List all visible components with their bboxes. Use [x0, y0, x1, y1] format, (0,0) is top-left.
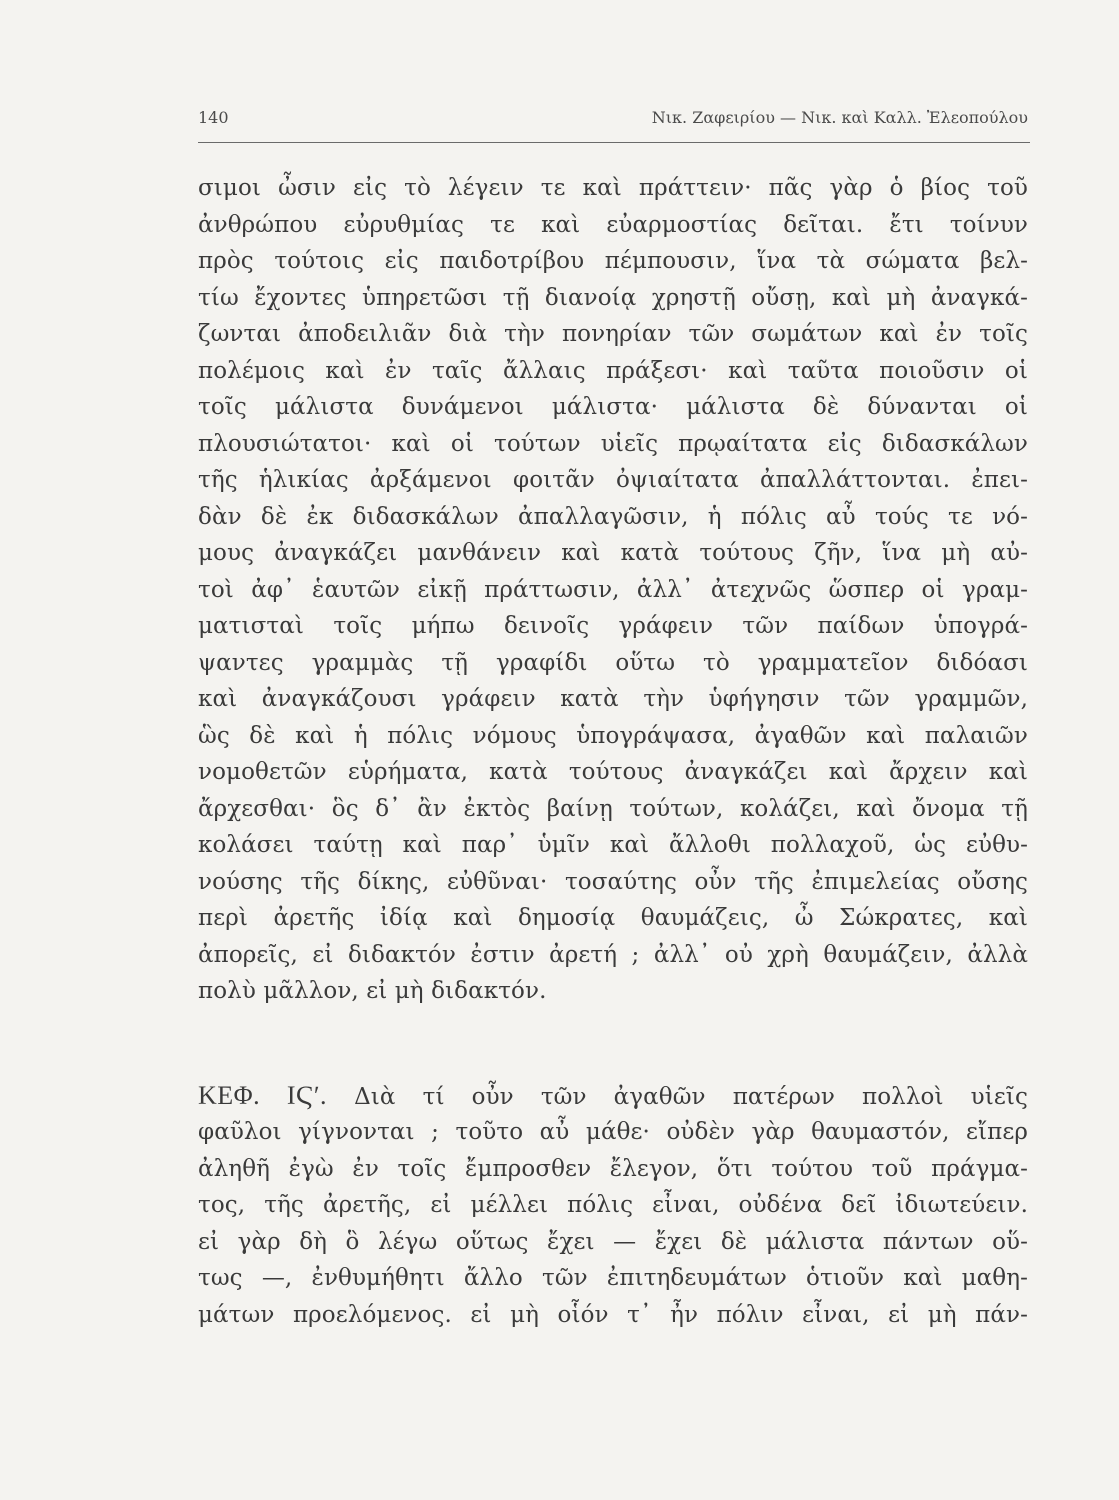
text-line: περὶ ἀρετῆς ἰδίᾳ καὶ δημοσίᾳ θαυμάζεις, ὦ Σώκρατες, καὶ: [198, 905, 1028, 931]
text-line: τως —, ἐνθυμήθητι ἄλλο τῶν ἐπιτηδευμάτων ὁτιοῦν καὶ μαθη-: [198, 1265, 1028, 1291]
text-line: τῆς ἡλικίας ἀρξάμενοι φοιτᾶν ὀψιαίτατα ἀπαλλάττονται. ἐπει-: [198, 467, 1028, 493]
text-line: κολάσει ταύτῃ καὶ παρ᾽ ὑμῖν καὶ ἄλλοθι πολλαχοῦ, ὡς εὐθυ-: [198, 832, 1028, 858]
text-line: ἀπορεῖς, εἰ διδακτόν ἐστιν ἀρετή ; ἀλλ᾽ οὐ χρὴ θαυμάζειν, ἀλλὰ: [198, 941, 1028, 968]
text-line: νούσης τῆς δίκης, εὐθῦναι· τοσαύτης οὖν τῆς ἐπιμελείας οὔσης: [198, 868, 1028, 895]
text-line: εἰ γὰρ δὴ ὃ λέγω οὕτως ἔχει — ἔχει δὲ μάλιστα πάντων οὕ-: [198, 1228, 1028, 1255]
text-line: σιμοι ὦσιν εἰς τὸ λέγειν τε καὶ πράττειν· πᾶς γὰρ ὁ βίος τοῦ: [198, 175, 1028, 201]
text-line: τος, τῆς ἀρετῆς, εἰ μέλλει πόλις εἶναι, οὐδένα δεῖ ἰδιωτεύειν.: [198, 1192, 1028, 1218]
text-line: ἀνθρώπου εὐρυθμίας τε καὶ εὐαρμοστίας δεῖται. ἔτι τοίνυν: [198, 211, 1028, 238]
text-line: μους ἀναγκάζει μανθάνειν καὶ κατὰ τούτους ζῆν, ἵνα μὴ αὐ-: [198, 540, 1028, 566]
section-gap: [198, 1010, 1028, 1078]
text-line: ὣς δὲ καὶ ἡ πόλις νόμους ὑπογράψασα, ἀγαθῶν καὶ παλαιῶν: [198, 722, 1028, 749]
running-title: Νικ. Ζαφειρίου — Νικ. καὶ Καλλ. Ἐλεοπούλου: [651, 108, 1028, 127]
text-line: νομοθετῶν εὑρήματα, κατὰ τούτους ἀναγκάζει καὶ ἄρχειν καὶ: [198, 759, 1028, 785]
paragraph-1: [198, 170, 1028, 1010]
text-line: πρὸς τούτοις εἰς παιδοτρίβου πέμπουσιν, ἵνα τὰ σώματα βελ-: [198, 248, 1028, 274]
chapter-first-line-text: Διὰ τί οὖν τῶν ἀγαθῶν πατέρων πολλοὶ υἱεῖς: [354, 1083, 1028, 1110]
text-line: ζωνται ἀποδειλιᾶν διὰ τὴν πονηρίαν τῶν σωμάτων καὶ ἐν τοῖς: [198, 321, 1028, 347]
page-number: 140: [198, 108, 229, 127]
text-line: τίω ἔχοντες ὑπηρετῶσι τῇ διανοίᾳ χρηστῇ οὔσῃ, καὶ μὴ ἀναγκά-: [198, 284, 1028, 311]
chapter-label: ΚΕΦ. ΙϚʹ.: [198, 1080, 328, 1110]
text-line: ματισταὶ τοῖς μήπω δεινοῖς γράφειν τῶν παίδων ὑπογρά-: [198, 613, 1028, 639]
text-line: πολὺ μᾶλλον, εἰ μὴ διδακτόν.: [198, 978, 547, 1004]
text-line: μάτων προελόμενος. εἰ μὴ οἷόν τ᾽ ἦν πόλιν εἶναι, εἰ μὴ πάν-: [198, 1301, 1028, 1328]
header-rule: [198, 142, 1030, 143]
text-line: ἄρχεσθαι· ὃς δ᾽ ἂν ἐκτὸς βαίνῃ τούτων, κολάζει, καὶ ὄνομα τῇ: [198, 795, 1028, 822]
text-line: καὶ ἀναγκάζουσι γράφειν κατὰ τὴν ὑφήγησιν τῶν γραμμῶν,: [198, 686, 1028, 712]
text-line: ψαντες γραμμὰς τῇ γραφίδι οὕτω τὸ γραμματεῖον διδόασι: [198, 649, 1028, 676]
text-line: φαῦλοι γίγνονται ; τοῦτο αὖ μάθε· οὐδὲν γὰρ θαυμαστόν, εἴπερ: [198, 1119, 1028, 1145]
body-text: [198, 170, 1028, 1333]
chapter-section: [198, 1078, 1028, 1334]
text-line: πολέμοις καὶ ἐν ταῖς ἄλλαις πράξεσι· καὶ ταῦτα ποιοῦσιν οἱ: [198, 357, 1028, 384]
text-line: τοῖς μάλιστα δυνάμενοι μάλιστα· μάλιστα δὲ δύνανται οἱ: [198, 394, 1028, 420]
running-header: [198, 104, 1028, 132]
text-line: ἀληθῆ ἐγὼ ἐν τοῖς ἔμπροσθεν ἔλεγον, ὅτι τούτου τοῦ πράγμα-: [198, 1155, 1028, 1182]
text-line: τοὶ ἀφ᾽ ἑαυτῶν εἰκῇ πράττωσιν, ἀλλ᾽ ἀτεχνῶς ὥσπερ οἱ γραμ-: [198, 576, 1028, 603]
chapter-first-line: [198, 1078, 1028, 1115]
text-line: πλουσιώτατοι· καὶ οἱ τούτων υἱεῖς πρῳαίτατα εἰς διδασκάλων: [198, 430, 1028, 457]
text-line: δὰν δὲ ἐκ διδασκάλων ἀπαλλαγῶσιν, ἡ πόλις αὖ τούς τε νό-: [198, 503, 1028, 530]
